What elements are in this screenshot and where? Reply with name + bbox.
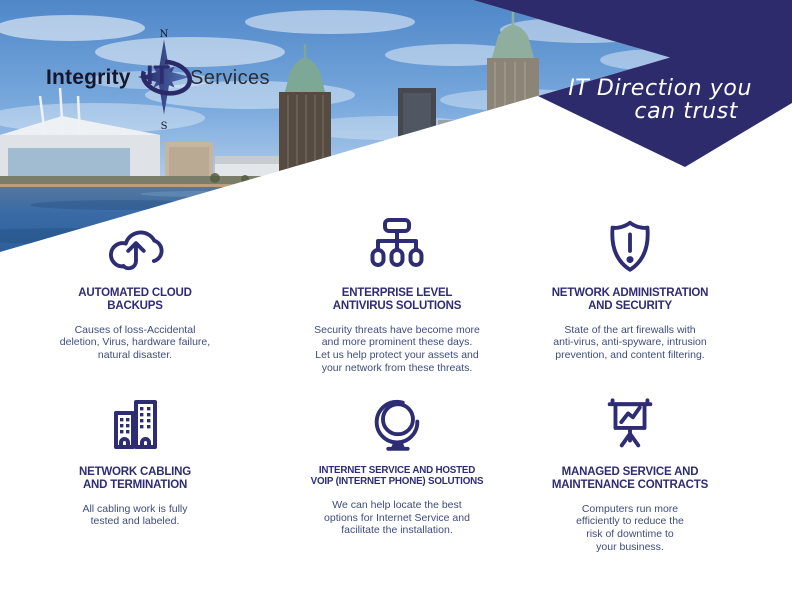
service-description: Causes of loss-Accidental deletion, Virus, hardware failure, natural disaster. [59, 323, 211, 361]
service-title: MANAGED SERVICE AND MAINTENANCE CONTRACTS [551, 466, 709, 491]
company-logo [0, 0, 320, 150]
logo-word-integrity: Integrity [46, 66, 131, 89]
service-title: NETWORK ADMINISTRATION AND SECURITY [551, 287, 709, 312]
shield-alert-icon [510, 212, 750, 278]
logo-word-services: Services [190, 67, 270, 89]
presentation-chart-icon [510, 391, 750, 457]
compass-north-label: N [159, 29, 169, 40]
cloud-upload-icon [15, 212, 255, 278]
service-description: Security threats have become more and more prominent these days. Let us help protect your assets and your network from these threats. [314, 323, 480, 374]
service-description: Computers run more efficiently to reduce the risk of downtime to your business. [576, 502, 684, 553]
service-card-cloud-backups [15, 212, 255, 362]
tagline-line-1: IT Direction you [568, 76, 752, 101]
service-card-network-security [510, 212, 750, 362]
globe-icon [277, 391, 517, 457]
service-title: INTERNET SERVICE AND HOSTED VOIP (INTERNET PHONE) SOLUTIONS [310, 465, 484, 487]
service-card-cabling [15, 391, 255, 528]
logo-word-it: IT [146, 60, 170, 90]
service-description: All cabling work is fully tested and labeled. [82, 502, 188, 528]
service-card-managed-service [510, 391, 750, 553]
service-title: NETWORK CABLING AND TERMINATION [79, 466, 191, 491]
tagline-text [512, 77, 752, 123]
buildings-icon [15, 391, 255, 457]
tagline-line-2: can trust [634, 99, 738, 124]
service-card-internet-voip [277, 391, 517, 537]
compass-south-label: S [160, 121, 168, 132]
service-description: State of the art firewalls with anti-virus, anti-spyware, intrusion prevention, and content filtering. [553, 323, 707, 361]
service-title: AUTOMATED CLOUD BACKUPS [78, 287, 192, 312]
service-card-antivirus [277, 212, 517, 374]
network-hierarchy-icon [277, 212, 517, 278]
service-title: ENTERPRISE LEVEL ANTIVIRUS SOLUTIONS [332, 287, 462, 312]
service-description: We can help locate the best options for Internet Service and facilitate the installation. [324, 498, 470, 537]
